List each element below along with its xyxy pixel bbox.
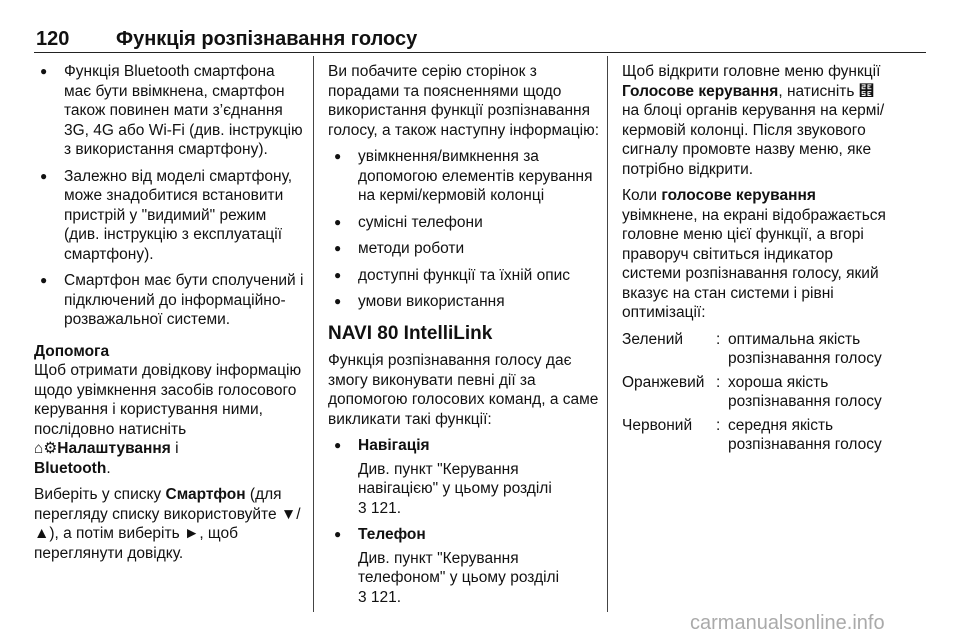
list-item: ● методи роботи bbox=[328, 239, 600, 259]
table-row bbox=[622, 373, 894, 416]
list-item: ● Смартфон має бути сполучений і підключений до інформаційно-розважальної системи. bbox=[34, 271, 304, 330]
voice-button-icon: ⹞ bbox=[858, 82, 875, 100]
help-paragraph-2 bbox=[34, 485, 304, 563]
text-span: . bbox=[106, 459, 111, 477]
text-span: , натисніть bbox=[778, 82, 859, 100]
section-heading-navi80: NAVI 80 IntelliLink bbox=[328, 322, 493, 344]
list-item: ● доступні функції та їхній опис bbox=[328, 266, 600, 286]
list-item: ● Функція Bluetooth смартфона має бути ввімкнена, смартфон також повинен мати з’єднання 3G, 4G або Wi-Fi (див. інструкцію з використання смартфону). bbox=[34, 62, 304, 160]
text-span: (для перегляду списку використовуйте ▼/▲), а потім виберіть ►, щоб переглянути довідку. bbox=[34, 486, 301, 562]
feature-title: ● Телефон bbox=[358, 526, 426, 543]
table-row bbox=[622, 330, 894, 373]
help-heading: Допомога bbox=[34, 342, 110, 360]
smartphone-label: Смартфон bbox=[165, 486, 246, 503]
status-description: середня якість розпізнавання голосу bbox=[728, 416, 882, 453]
text-span: на блоці органів керування на кермі/кермовій колонці. Після звукового сигналу промовте назву меню, яке потрібно відкрити. bbox=[622, 102, 885, 178]
list-item: ● умови використання bbox=[328, 292, 600, 312]
voice-control-paragraph-2 bbox=[622, 186, 894, 323]
text-span: Виберіть у списку bbox=[34, 486, 166, 503]
page-header bbox=[34, 28, 926, 53]
separator: : bbox=[716, 416, 721, 434]
text-span: Щоб відкрити головне меню функції bbox=[622, 63, 881, 80]
column-middle bbox=[328, 62, 600, 614]
feature-title: ● Навігація bbox=[358, 437, 430, 454]
feature-text: Див. пункт "Керування телефоном" у цьому розділі bbox=[358, 549, 560, 586]
list-item: ● сумісні телефони bbox=[328, 213, 600, 233]
separator: : bbox=[716, 373, 721, 391]
navi-paragraph: Функція розпізнавання голосу дає змогу виконувати певні дії за допомогою голосових команд, а саме викликати такі функції: bbox=[328, 352, 599, 428]
column-right bbox=[622, 62, 894, 459]
status-description: оптимальна якість розпізнавання голосу bbox=[728, 330, 882, 367]
voice-control-paragraph-1 bbox=[622, 62, 894, 179]
column-divider bbox=[607, 56, 608, 612]
voice-control-label: Голосове керування bbox=[622, 82, 779, 100]
settings-label: Налаштування bbox=[57, 440, 171, 457]
status-description: хороша якість розпізнавання голосу bbox=[728, 373, 882, 410]
column-left bbox=[34, 62, 304, 570]
help-paragraph-1 bbox=[34, 361, 304, 478]
page-number: 120 bbox=[36, 28, 70, 50]
table-row bbox=[622, 416, 894, 459]
list-item bbox=[328, 525, 600, 607]
page-title: Функція розпізнавання голосу bbox=[116, 28, 418, 50]
column-divider bbox=[313, 56, 314, 612]
bluetooth-label: Bluetooth bbox=[34, 459, 107, 477]
status-color: Оранжевий bbox=[622, 373, 705, 391]
list-item bbox=[328, 436, 600, 518]
page-reference: 3 121. bbox=[358, 588, 402, 606]
status-color: Зелений bbox=[622, 330, 684, 348]
voice-control-label: голосове керування bbox=[661, 187, 816, 204]
list-item: ● увімкнення/вимкнення за допомогою елементів керування на кермі/кермовій колонці bbox=[328, 147, 600, 206]
status-table bbox=[622, 330, 894, 459]
requirements-list bbox=[34, 62, 304, 330]
info-list bbox=[328, 147, 600, 312]
separator: : bbox=[716, 330, 721, 348]
watermark-link[interactable]: carmanualsonline.info bbox=[690, 612, 885, 634]
home-settings-icon: ⌂⚙ bbox=[34, 440, 58, 457]
text-span: увімкнене, на екрані відображається головне меню цієї функції, а вгорі праворуч світиться індикатор системи розпізнавання голосу, який вказує на стан системи і рівні оптимізації: bbox=[622, 206, 886, 321]
feature-list bbox=[328, 436, 600, 607]
status-color: Червоний bbox=[622, 416, 693, 434]
text-span: Коли bbox=[622, 187, 662, 204]
feature-text: Див. пункт "Керування навігацією" у цьому розділі bbox=[358, 460, 552, 497]
list-item: ● Залежно від моделі смартфону, може знадобитися встановити пристрій у "видимий" режим (див. інструкцію з експлуатації смартфону). bbox=[34, 167, 304, 265]
text-span: і bbox=[170, 440, 179, 457]
intro-paragraph: Ви побачите серію сторінок з порадами та поясненнями щодо використання функції розпізнавання голосу, а також наступну інформацію: bbox=[328, 63, 600, 139]
text-span: Щоб отримати довідкову інформацію щодо увімкнення засобів голосового керування і користування ними, послідовно натисніть bbox=[34, 362, 302, 438]
page-reference: 3 121. bbox=[358, 499, 402, 517]
